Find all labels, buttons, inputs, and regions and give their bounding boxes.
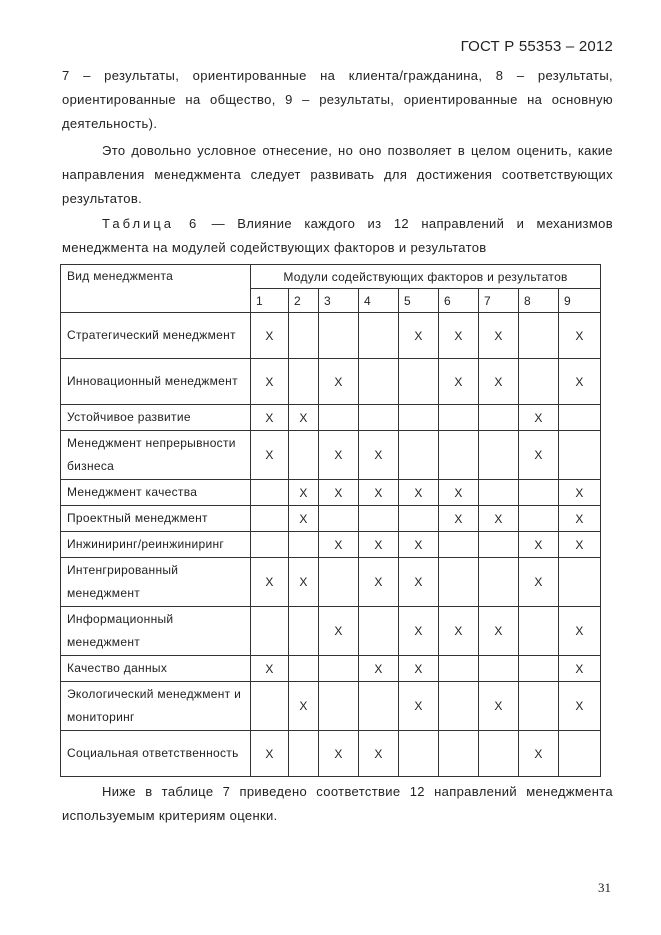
mark-cell <box>479 405 519 431</box>
mark-cell: X <box>399 532 439 558</box>
mark-cell <box>319 313 359 359</box>
mark-cell: X <box>559 506 601 532</box>
module-number-1: 1 <box>251 289 289 313</box>
table-row <box>61 656 601 682</box>
mark-cell <box>289 313 319 359</box>
mark-cell: X <box>319 607 359 656</box>
mark-cell <box>251 607 289 656</box>
table-row <box>61 731 601 777</box>
mark-cell <box>251 480 289 506</box>
table-row <box>61 532 601 558</box>
mark-cell <box>289 731 319 777</box>
mark-cell: X <box>559 607 601 656</box>
paragraph-assessment: Это довольно условное отнесение, но оно позволяет в целом оценить, какие направления менеджмента следует развивать для достижения соответствующих результатов. <box>62 143 613 206</box>
mark-cell: X <box>289 558 319 607</box>
mark-cell: X <box>251 731 289 777</box>
column-header-management-type: Вид менеджмента <box>61 265 251 313</box>
mark-cell <box>479 656 519 682</box>
module-number-8: 8 <box>519 289 559 313</box>
mark-cell: X <box>359 532 399 558</box>
mark-cell: X <box>559 359 601 405</box>
management-type-name: Качество данных <box>61 656 251 682</box>
mark-cell: X <box>359 731 399 777</box>
mark-cell: X <box>251 558 289 607</box>
mark-cell: X <box>289 480 319 506</box>
module-number-5: 5 <box>399 289 439 313</box>
mark-cell: X <box>479 506 519 532</box>
mark-cell <box>319 656 359 682</box>
table-header-row <box>61 265 601 289</box>
mark-cell: X <box>439 359 479 405</box>
mark-cell <box>399 731 439 777</box>
mark-cell: X <box>359 480 399 506</box>
management-type-name: Проектный менеджмент <box>61 506 251 532</box>
management-type-name: Инновационный менеджмент <box>61 359 251 405</box>
module-number-3: 3 <box>319 289 359 313</box>
mark-cell <box>251 506 289 532</box>
mark-cell <box>289 431 319 480</box>
mark-cell <box>519 313 559 359</box>
mark-cell <box>359 359 399 405</box>
standard-code: ГОСТ Р 55353 – 2012 <box>460 38 613 55</box>
mark-cell: X <box>519 558 559 607</box>
mark-cell <box>559 431 601 480</box>
mark-cell: X <box>319 431 359 480</box>
mark-cell <box>319 506 359 532</box>
mark-cell <box>359 313 399 359</box>
table-row <box>61 431 601 480</box>
mark-cell <box>251 682 289 731</box>
mark-cell <box>399 405 439 431</box>
mark-cell <box>559 405 601 431</box>
mark-cell <box>559 558 601 607</box>
mark-cell: X <box>289 682 319 731</box>
mark-cell: X <box>439 506 479 532</box>
mark-cell <box>359 405 399 431</box>
column-header-modules: Модули содействующих факторов и результатов <box>251 265 601 289</box>
mark-cell <box>289 359 319 405</box>
mark-cell: X <box>399 313 439 359</box>
mark-cell <box>439 656 479 682</box>
mark-cell: X <box>319 731 359 777</box>
mark-cell <box>399 431 439 480</box>
mark-cell: X <box>399 682 439 731</box>
mark-cell <box>399 359 439 405</box>
mark-cell <box>519 359 559 405</box>
mark-cell <box>479 431 519 480</box>
management-type-name: Менеджмент качества <box>61 480 251 506</box>
mark-cell <box>519 607 559 656</box>
mark-cell <box>289 607 319 656</box>
management-type-name: Устойчивое развитие <box>61 405 251 431</box>
mark-cell: X <box>319 480 359 506</box>
mark-cell <box>479 532 519 558</box>
mark-cell: X <box>399 656 439 682</box>
mark-cell: X <box>559 480 601 506</box>
table-row <box>61 480 601 506</box>
table-row <box>61 313 601 359</box>
mark-cell <box>559 731 601 777</box>
mark-cell: X <box>319 532 359 558</box>
mark-cell: X <box>439 607 479 656</box>
mark-cell: X <box>479 359 519 405</box>
table-caption <box>62 212 613 260</box>
mark-cell: X <box>519 405 559 431</box>
mark-cell: X <box>359 431 399 480</box>
mark-cell: X <box>559 313 601 359</box>
table-row <box>61 558 601 607</box>
management-type-name: Инжиниринг/реинжиниринг <box>61 532 251 558</box>
mark-cell: X <box>479 682 519 731</box>
management-type-name: Стратегический менеджмент <box>61 313 251 359</box>
module-number-6: 6 <box>439 289 479 313</box>
mark-cell <box>519 656 559 682</box>
mark-cell: X <box>559 656 601 682</box>
table-caption-label: Таблица 6 <box>102 216 200 231</box>
management-type-name: Экологический менеджмент и мониторинг <box>61 682 251 731</box>
module-number-2: 2 <box>289 289 319 313</box>
mark-cell <box>439 558 479 607</box>
module-number-4: 4 <box>359 289 399 313</box>
mark-cell: X <box>559 682 601 731</box>
mark-cell <box>479 480 519 506</box>
mark-cell <box>439 682 479 731</box>
mark-cell: X <box>519 532 559 558</box>
mark-cell <box>319 558 359 607</box>
mark-cell: X <box>359 558 399 607</box>
mark-cell: X <box>399 558 439 607</box>
mark-cell: X <box>519 731 559 777</box>
management-type-name: Информационный менеджмент <box>61 607 251 656</box>
table-row <box>61 359 601 405</box>
table-row <box>61 506 601 532</box>
paragraph-results-list: 7 – результаты, ориентированные на клиента/гражданина, 8 – результаты, ориентированные на общество, 9 – результаты, ориентированные на основную деятельность). <box>62 68 613 131</box>
mark-cell <box>359 506 399 532</box>
mark-cell: X <box>251 359 289 405</box>
paragraph-table7-reference: Ниже в таблице 7 приведено соответствие 12 направлений менеджмента используемым критериям оценки. <box>62 784 613 823</box>
mark-cell: X <box>251 405 289 431</box>
mark-cell <box>519 480 559 506</box>
mark-cell: X <box>399 607 439 656</box>
mark-cell: X <box>251 656 289 682</box>
mark-cell <box>439 532 479 558</box>
mark-cell <box>319 682 359 731</box>
mark-cell: X <box>559 532 601 558</box>
table-row <box>61 405 601 431</box>
mark-cell: X <box>319 359 359 405</box>
mark-cell <box>439 431 479 480</box>
mark-cell <box>359 682 399 731</box>
table-row <box>61 607 601 656</box>
table-row <box>61 682 601 731</box>
management-type-name: Интенгрированный менеджмент <box>61 558 251 607</box>
mark-cell <box>359 607 399 656</box>
mark-cell <box>399 506 439 532</box>
module-number-7: 7 <box>479 289 519 313</box>
mark-cell: X <box>251 313 289 359</box>
management-influence-table <box>60 264 601 777</box>
mark-cell: X <box>359 656 399 682</box>
page-number: 31 <box>598 880 611 895</box>
mark-cell: X <box>399 480 439 506</box>
mark-cell <box>439 405 479 431</box>
mark-cell <box>519 506 559 532</box>
mark-cell: X <box>439 480 479 506</box>
mark-cell: X <box>479 607 519 656</box>
module-number-9: 9 <box>559 289 601 313</box>
mark-cell <box>289 656 319 682</box>
mark-cell: X <box>251 431 289 480</box>
mark-cell <box>479 731 519 777</box>
mark-cell <box>319 405 359 431</box>
mark-cell <box>479 558 519 607</box>
mark-cell: X <box>439 313 479 359</box>
mark-cell: X <box>289 405 319 431</box>
mark-cell: X <box>289 506 319 532</box>
table-caption-text: — Влияние каждого из 12 направлений и механизмов менеджмента на модулей содействующих факторов и результатов <box>62 216 613 255</box>
mark-cell <box>519 682 559 731</box>
mark-cell <box>289 532 319 558</box>
management-type-name: Менеджмент непрерывности бизнеса <box>61 431 251 480</box>
mark-cell <box>439 731 479 777</box>
mark-cell: X <box>519 431 559 480</box>
mark-cell: X <box>479 313 519 359</box>
management-type-name: Социальная ответственность <box>61 731 251 777</box>
mark-cell <box>251 532 289 558</box>
